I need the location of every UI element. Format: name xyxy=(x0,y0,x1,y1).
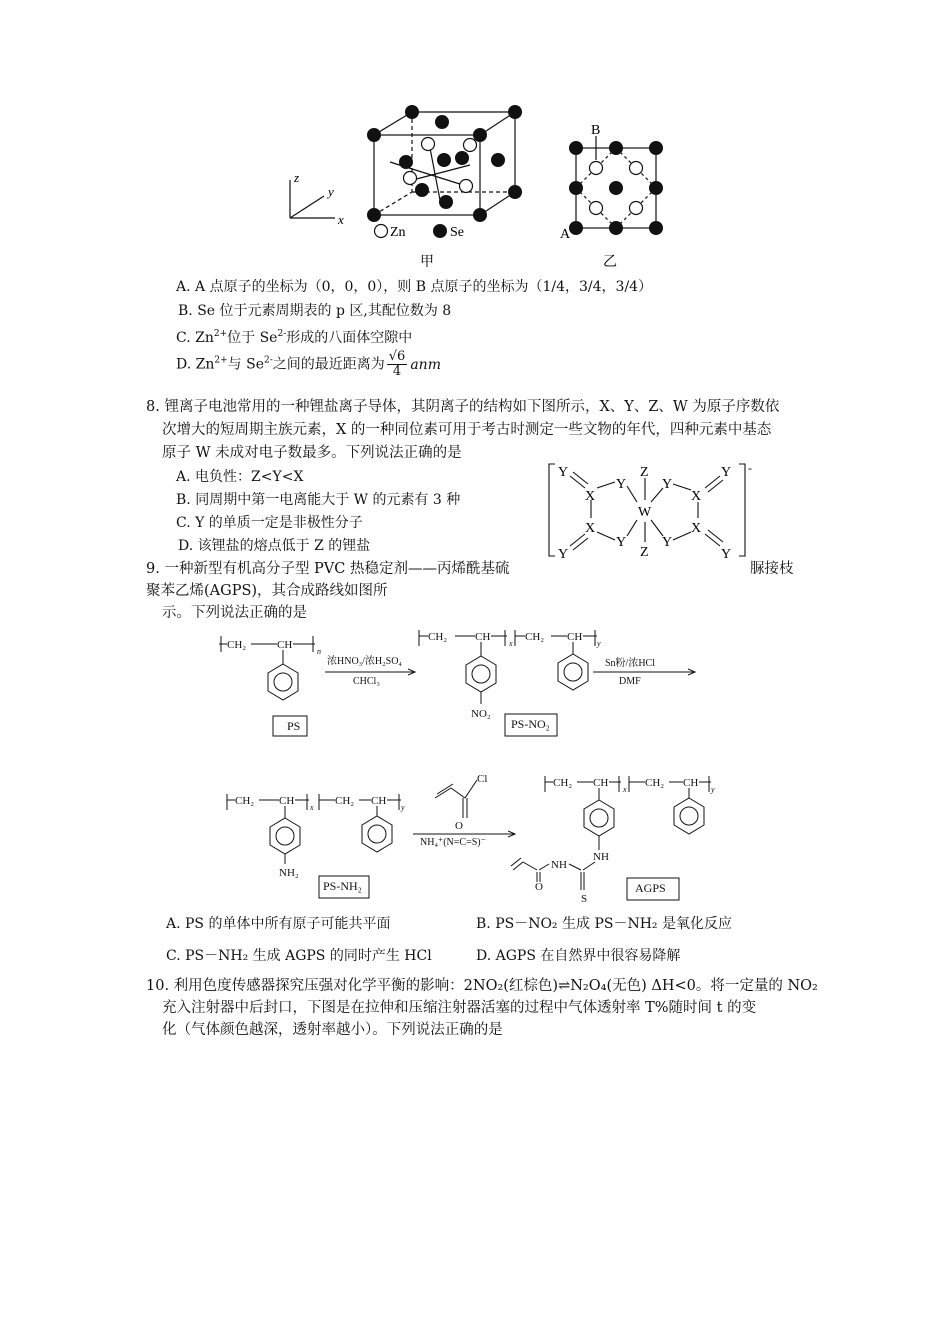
psno2-cha: CH xyxy=(475,631,491,643)
psnh2-cha: CH xyxy=(279,795,295,807)
label-agps: AGPS xyxy=(635,881,666,895)
struct-y8: Y xyxy=(721,547,732,560)
square-yi-atoms xyxy=(569,141,663,235)
q7-option-a: A. A 点原子的坐标为（0，0，0），则 B 点原子的坐标为（1/4，3/4，3/4） xyxy=(176,279,653,295)
q10-stem-line2: 充入注射器中后封口，下图是在拉伸和压缩注射器活塞的过程中气体透射率 T%随时间 t 的变 xyxy=(162,1000,757,1016)
psnh2-y: y xyxy=(401,803,405,812)
label-psnh2: PS-NH₂ xyxy=(323,879,362,893)
q9-stem-line1b: 脲接枝 xyxy=(750,561,794,577)
label-psno2: PS-NO₂ xyxy=(511,717,550,731)
struct-y3: Y xyxy=(662,477,673,492)
struct-y2: Y xyxy=(616,477,627,492)
psno2-x: x xyxy=(509,639,513,648)
q9-stem-line1a: 9. 一种新型有机高分子型 PVC 热稳定剂——丙烯酰基硫 xyxy=(146,561,510,577)
q8-option-d: D. 该锂盐的熔点低于 Z 的锂盐 xyxy=(178,538,371,554)
anion-structure xyxy=(545,460,760,560)
struct-z2: Z xyxy=(640,545,649,560)
reagent3-bottom: NH₄⁺(N=C=S)⁻ xyxy=(420,837,486,848)
synthesis-route xyxy=(215,620,720,905)
q9-option-c: C. PS－NH₂ 生成 AGPS 的同时产生 HCl xyxy=(166,948,432,964)
psnh2-ch2a: CH₂ xyxy=(235,795,255,807)
ps-ch: CH xyxy=(277,639,293,651)
axis-y-label: y xyxy=(328,184,334,199)
struct-x2: X xyxy=(691,489,702,504)
struct-y5: Y xyxy=(558,547,569,560)
q9-option-a: A. PS 的单体中所有原子可能共平面 xyxy=(166,916,391,932)
struct-y1: Y xyxy=(558,465,569,480)
psno2-chb: CH xyxy=(567,631,583,643)
q9-stem-line2: 聚苯乙烯(AGPS)，其合成路线如图所 xyxy=(146,583,388,599)
reagent1-top: 浓HNO₃/浓H₂SO₄ xyxy=(327,656,402,667)
psno2-ch2b: CH₂ xyxy=(525,631,545,643)
psnh2-ch2b: CH₂ xyxy=(335,795,355,807)
ps-n: n xyxy=(317,647,321,656)
q10-stem-line1: 10. 利用色度传感器探究压强对化学平衡的影响：2NO₂(红棕色)⇌N₂O₄(无色) ΔH<0。将一定量的 NO₂ xyxy=(146,978,818,994)
agps-ch2b: CH₂ xyxy=(645,777,665,789)
agps-ch2a: CH₂ xyxy=(553,777,573,789)
ps-ch2: CH₂ xyxy=(227,639,247,651)
label-ps: PS xyxy=(287,719,301,733)
q8-option-b: B. 同周期中第一电离能大于 W 的元素有 3 种 xyxy=(176,492,461,508)
psno2-ch2a: CH₂ xyxy=(428,631,448,643)
q8-stem-line2: 次增大的短周期主族元素，X 的一种同位素可用于考古时测定一些文物的年代，四种元素中基态 xyxy=(162,422,772,438)
q8-option-c: C. Y 的单质一定是非极性分子 xyxy=(176,515,363,531)
struct-x1: X xyxy=(585,489,596,504)
legend-se: Se xyxy=(450,225,464,240)
q9-option-b: B. PS－NO₂ 生成 PS－NH₂ 是氧化反应 xyxy=(476,916,732,932)
agps-nh2: NH xyxy=(551,859,567,871)
agps-s: S xyxy=(581,893,588,905)
label-a: A xyxy=(560,227,571,242)
struct-charge: - xyxy=(748,461,752,475)
q9-stem-line3: 示。下列说法正确的是 xyxy=(162,605,307,621)
agps-o: O xyxy=(535,881,543,893)
acryl-o: O xyxy=(455,820,463,832)
caption-yi: 乙 xyxy=(603,255,617,270)
crystal-figure xyxy=(280,100,680,275)
q7-option-b: B. Se 位于元素周期表的 p 区,其配位数为 8 xyxy=(178,303,452,319)
caption-jia: 甲 xyxy=(420,255,434,270)
se-legend-icon xyxy=(433,224,447,238)
q7-option-d: D. $Zn^{2+}$与 $Se^{2-}$之间的最近距离为 $\frac{√6}{4}$ anm xyxy=(176,349,441,379)
struct-w: W xyxy=(638,505,652,520)
reagent2-bottom: DMF xyxy=(619,676,641,687)
struct-y7: Y xyxy=(662,535,673,550)
agps-cha: CH xyxy=(593,777,609,789)
axis-x-label: x xyxy=(338,212,344,227)
struct-z1: Z xyxy=(640,465,649,480)
agps-y: y xyxy=(711,785,715,794)
zn-legend-icon xyxy=(375,225,388,238)
reagent1-bottom: CHCl₃ xyxy=(353,676,380,687)
psnh2-nh2: NH₂ xyxy=(279,867,299,879)
struct-y4: Y xyxy=(721,465,732,480)
q8-stem-line1: 8. 锂离子电池常用的一种锂盐离子导体，其阴离子的结构如下图所示，X、Y、Z、W 为原子序数依 xyxy=(146,399,780,415)
psno2-y: y xyxy=(597,639,601,648)
q9-option-d: D. AGPS 在自然界中很容易降解 xyxy=(476,948,681,964)
legend-zn: Zn xyxy=(390,225,406,240)
reagent2-top: Sn粉/浓HCl xyxy=(605,658,656,669)
agps-nh1: NH xyxy=(593,851,609,863)
agps-x: x xyxy=(623,785,627,794)
struct-y6: Y xyxy=(616,535,627,550)
q8-stem-line3: 原子 W 未成对电子数最多。下列说法正确的是 xyxy=(162,445,462,461)
psnh2-chb: CH xyxy=(371,795,387,807)
psno2-no2: NO₂ xyxy=(471,708,491,720)
psnh2-x: x xyxy=(310,803,314,812)
struct-x3: X xyxy=(585,521,596,536)
q10-stem-line3: 化（气体颜色越深，透射率越小）。下列说法正确的是 xyxy=(162,1022,503,1038)
agps-chb: CH xyxy=(683,777,699,789)
q7-option-c: C. $Zn^{2+}$位于 $Se^{2-}$形成的八面体空隙中 xyxy=(176,329,413,346)
axis-z-label: z xyxy=(294,170,300,185)
q8-option-a: A. 电负性：Z<Y<X xyxy=(176,469,304,485)
label-b: B xyxy=(591,123,601,138)
struct-x4: X xyxy=(691,521,702,536)
acryl-cl: Cl xyxy=(477,773,488,785)
